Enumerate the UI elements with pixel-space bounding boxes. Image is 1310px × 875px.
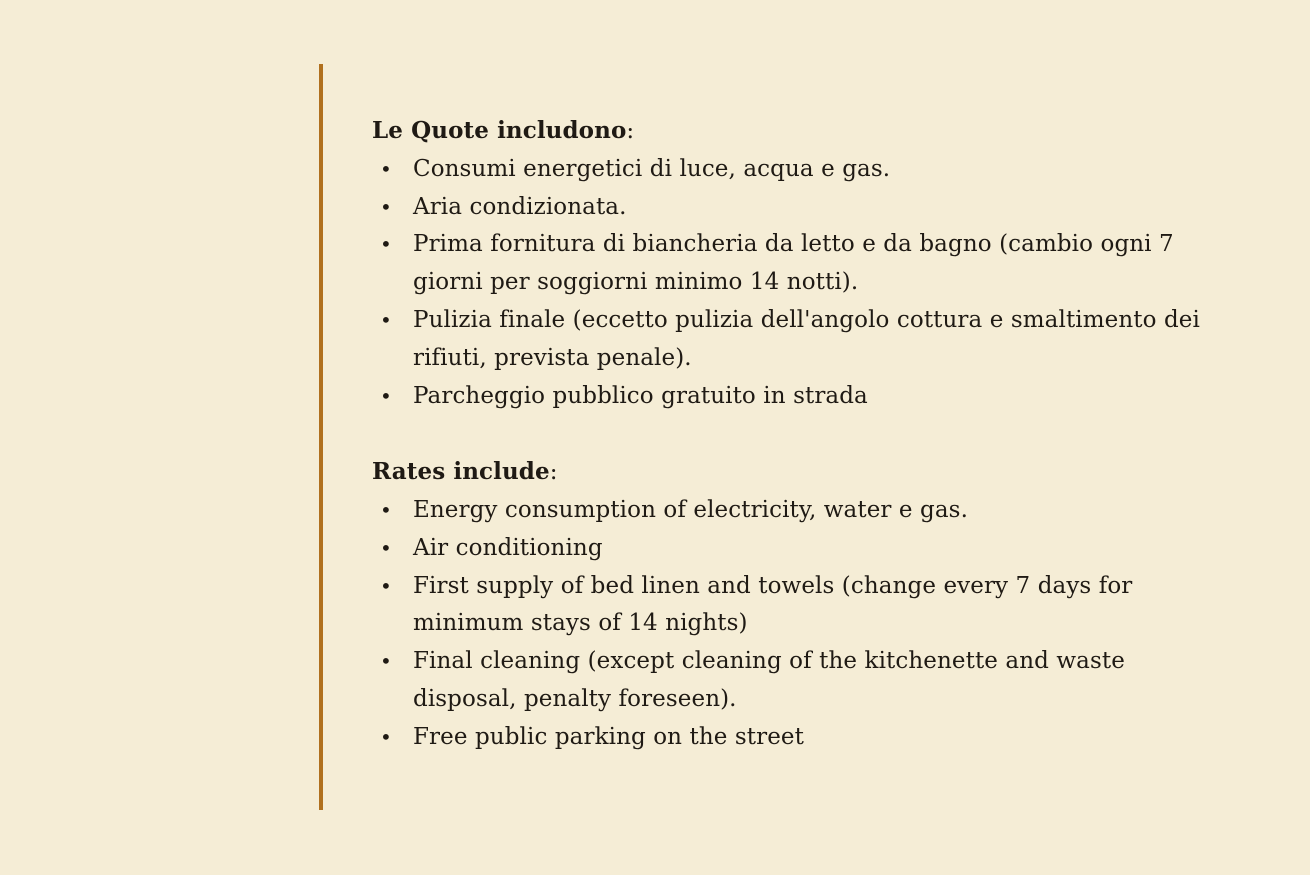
list-item <box>372 568 1222 644</box>
bullet-icon: • <box>380 383 392 408</box>
list-item-text: Free public parking on the street <box>413 723 804 750</box>
english-rates-list <box>372 492 1222 757</box>
list-item-text: Parcheggio pubblico gratuito in strada <box>413 382 868 409</box>
english-section <box>372 453 1222 756</box>
italian-title-colon: : <box>626 118 635 144</box>
bullet-icon: • <box>380 307 392 332</box>
italian-title-text: Le Quote includono <box>372 117 627 144</box>
bullet-icon: • <box>380 232 392 257</box>
list-item-text: Air conditioning <box>413 534 603 561</box>
english-title-colon: : <box>549 459 558 486</box>
list-item-text: Consumi energetici di luce, acqua e gas. <box>413 155 891 182</box>
list-item <box>372 226 1222 302</box>
list-item-text: Aria condizionata. <box>413 193 627 220</box>
list-item-text: Final cleaning (except cleaning of the kitchenette and waste disposal, penalty foreseen). <box>413 648 1125 712</box>
bullet-icon: • <box>380 649 392 674</box>
italian-rates-list <box>372 151 1222 416</box>
bullet-icon: • <box>380 156 392 181</box>
accent-divider-bar <box>319 64 323 810</box>
english-title-text: Rates include <box>372 458 550 486</box>
bullet-icon: • <box>380 724 392 749</box>
list-item-text: Pulizia finale (eccetto pulizia dell'angolo cottura e smaltimento dei rifiuti, prevista penale). <box>413 306 1200 371</box>
list-item <box>372 719 1222 757</box>
list-item <box>372 492 1222 530</box>
list-item <box>372 302 1222 378</box>
bullet-icon: • <box>380 535 392 560</box>
bullet-icon: • <box>380 497 392 522</box>
list-item <box>372 151 1222 189</box>
bullet-icon: • <box>380 573 392 598</box>
italian-section-title <box>372 112 1222 151</box>
list-item <box>372 643 1222 719</box>
italian-section <box>372 112 1222 415</box>
list-item <box>372 530 1222 568</box>
section-spacer <box>372 415 1222 453</box>
list-item <box>372 189 1222 227</box>
list-item-text: Energy consumption of electricity, water e gas. <box>413 496 968 523</box>
english-section-title <box>372 453 1222 492</box>
rates-content <box>372 112 1222 757</box>
list-item-text: Prima fornitura di biancheria da letto e da bagno (cambio ogni 7 giorni per soggiorni minimo 14 notti). <box>413 231 1174 296</box>
list-item <box>372 378 1222 416</box>
bullet-icon: • <box>380 194 392 219</box>
list-item-text: First supply of bed linen and towels (change every 7 days for minimum stays of 14 nights) <box>413 572 1133 637</box>
